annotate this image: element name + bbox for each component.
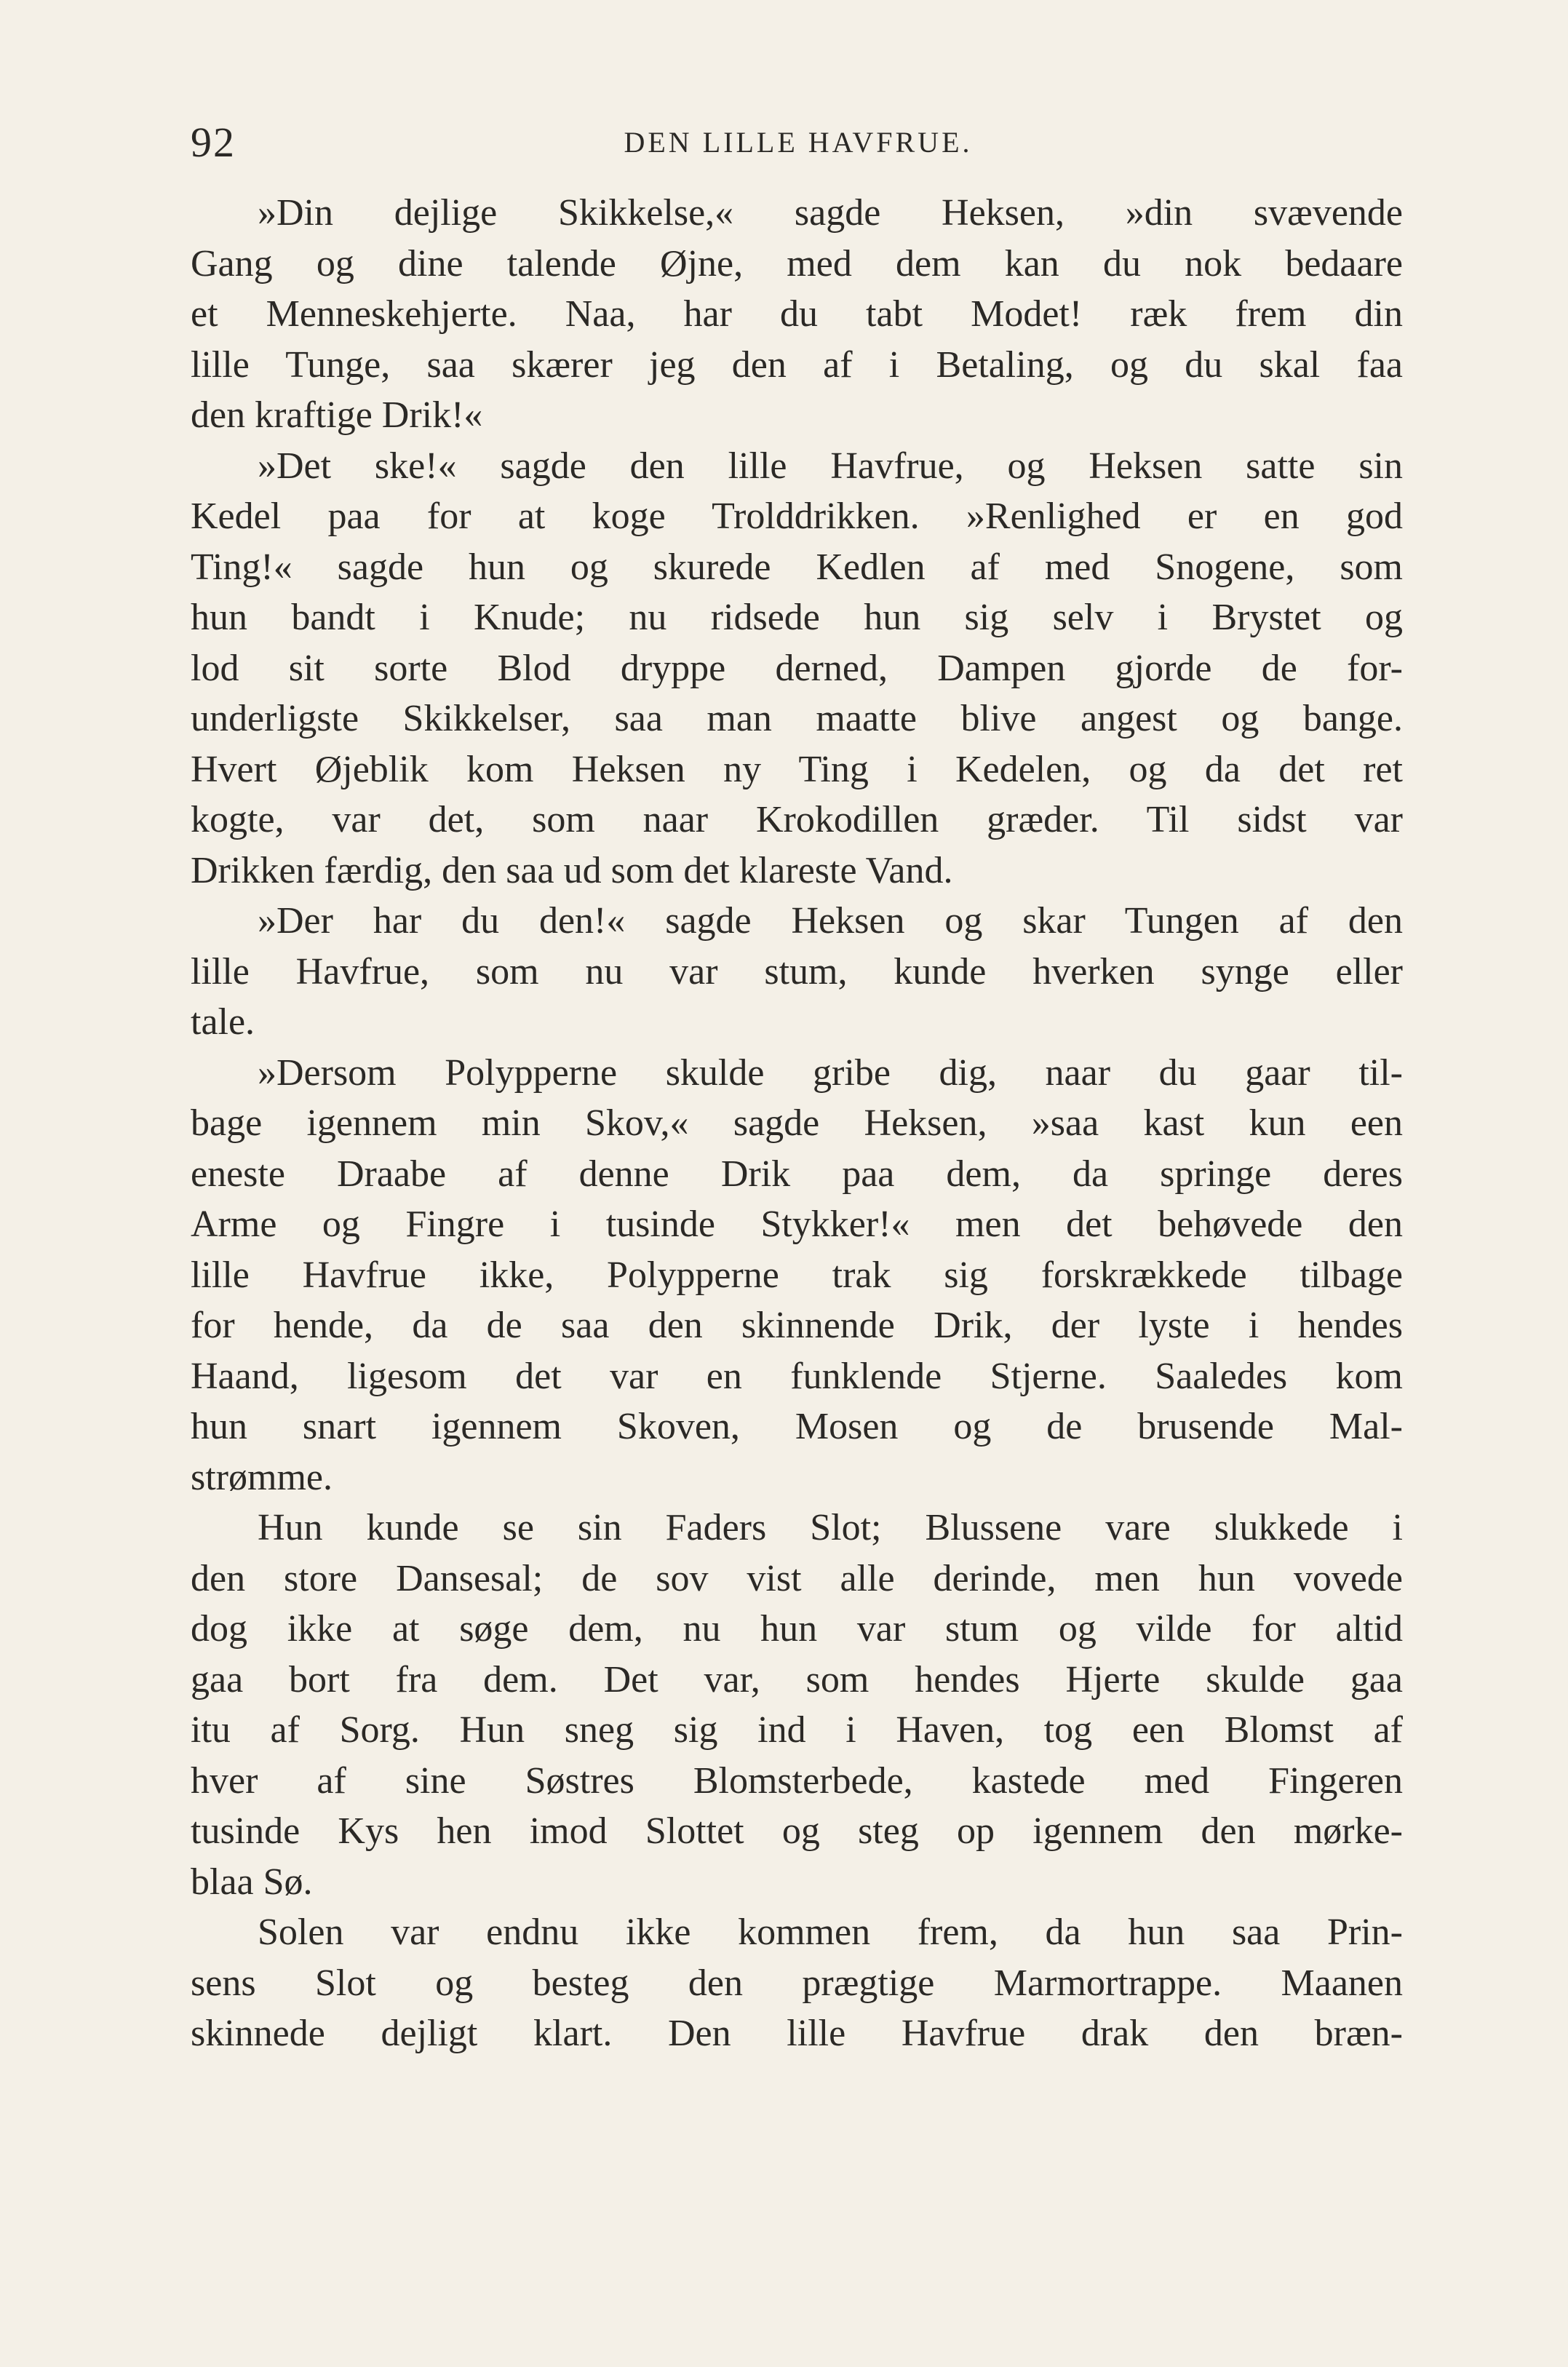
text-line: den store Dansesal; de sov vist alle derinde, men hun vovede — [191, 1557, 1403, 1599]
body-text — [191, 188, 1403, 2059]
text-line: bage igennem min Skov,« sagde Heksen, »saa kast kun een — [191, 1102, 1403, 1144]
text-line: Hun kunde se sin Faders Slot; Blussene vare slukkede i — [258, 1507, 1403, 1548]
text-line: eneste Draabe af denne Drik paa dem, da springe deres — [191, 1153, 1403, 1195]
text-line: hun bandt i Knude; nu ridsede hun sig selv i Brystet og — [191, 597, 1403, 638]
text-line: hver af sine Søstres Blomsterbede, kastede med Fingeren — [191, 1759, 1403, 1802]
text-line: for hende, da de saa den skinnende Drik, der lyste i hendes — [191, 1305, 1403, 1346]
running-head: DEN LILLE HAVFRUE. — [624, 126, 973, 159]
text-line: »Det ske!« sagde den lille Havfrue, og Heksen satte sin — [258, 445, 1403, 487]
text-line: Haand, ligesom det var en funklende Stjerne. Saaledes kom — [191, 1355, 1403, 1397]
text-line: Ting!« sagde hun og skurede Kedlen af med Snogene, som — [191, 546, 1403, 588]
text-line: blaa Sø. — [191, 1861, 313, 1903]
text-line: lille Havfrue ikke, Polypperne trak sig forskrækkede tilbage — [191, 1254, 1403, 1296]
text-line: et Menneskehjerte. Naa, har du tabt Modet! ræk frem din — [191, 293, 1403, 335]
text-line: hun snart igennem Skoven, Mosen og de brusende Mal- — [191, 1406, 1403, 1447]
text-line: skinnede dejligt klart. Den lille Havfrue drak den bræn- — [191, 2013, 1403, 2054]
page-number: 92 — [191, 119, 236, 166]
text-line: strømme. — [191, 1456, 333, 1498]
text-line: lod sit sorte Blod dryppe derned, Dampen gjorde de for- — [191, 647, 1403, 689]
text-line: lille Tunge, saa skærer jeg den af i Betaling, og du skal faa — [191, 343, 1403, 386]
text-line: dog ikke at søge dem, nu hun var stum og vilde for altid — [191, 1608, 1403, 1650]
text-line: »Dersom Polypperne skulde gribe dig, naar du gaar til- — [258, 1051, 1403, 1094]
text-line: itu af Sorg. Hun sneg sig ind i Haven, tog een Blomst af — [191, 1709, 1403, 1751]
text-line: lille Havfrue, som nu var stum, kunde hverken synge eller — [191, 950, 1403, 992]
text-line: tale. — [191, 1001, 255, 1043]
page-header — [191, 109, 1406, 167]
text-line: kogte, var det, som naar Krokodillen græder. Til sidst var — [191, 799, 1403, 840]
text-line: Hvert Øjeblik kom Heksen ny Ting i Kedelen, og da det ret — [191, 748, 1403, 790]
text-line: tusinde Kys hen imod Slottet og steg op igennem den mørke- — [191, 1810, 1403, 1852]
text-line: Drikken færdig, den saa ud som det klareste Vand. — [191, 849, 953, 891]
text-line: sens Slot og besteg den prægtige Marmortrappe. Maanen — [191, 1962, 1403, 2004]
text-line: »Der har du den!« sagde Heksen og skar Tungen af den — [258, 900, 1403, 942]
text-line: Solen var endnu ikke kommen frem, da hun saa Prin- — [258, 1911, 1403, 1953]
text-line: Kedel paa for at koge Trolddrikken. »Renlighed er en god — [191, 496, 1403, 537]
text-line: underligste Skikkelser, saa man maatte blive angest og bange. — [191, 698, 1403, 739]
text-line: Gang og dine talende Øjne, med dem kan du nok bedaare — [191, 242, 1403, 285]
text-line: den kraftige Drik!« — [191, 394, 483, 436]
text-line: »Din dejlige Skikkelse,« sagde Heksen, »din svævende — [258, 192, 1403, 234]
text-line: Arme og Fingre i tusinde Stykker!« men det behøvede den — [191, 1204, 1403, 1245]
text-line: gaa bort fra dem. Det var, som hendes Hjerte skulde gaa — [191, 1658, 1403, 1700]
